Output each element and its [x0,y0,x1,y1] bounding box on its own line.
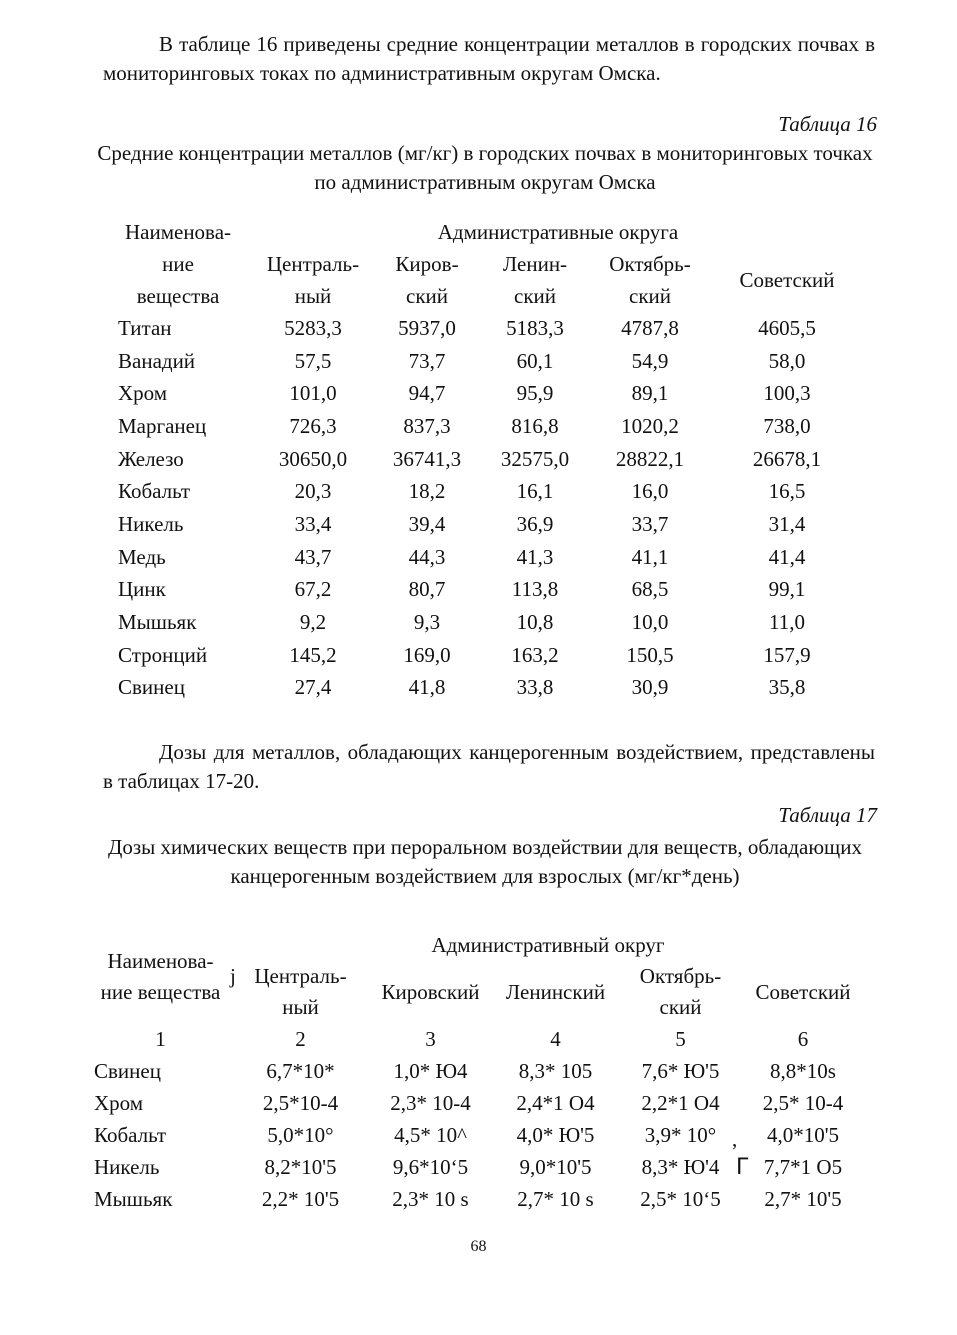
value-cell: 30,9 [631,675,669,700]
value-cell: 5283,3 [284,315,342,340]
value-cell: 8,3* 105 [518,1058,593,1083]
value-cell: 145,2 [289,642,337,667]
intro-paragraph [103,30,875,88]
table17-name-header [88,930,233,1023]
value-cell: 4,0*10'5 [766,1122,840,1147]
value-cell: 101,0 [289,381,337,406]
substance-name: Кобальт [118,479,191,504]
value-cell: 41,8 [408,675,446,700]
table17-district-header-line: Советский [755,979,851,1004]
stray-mark-comma: , [732,1127,738,1151]
table16-district-header-line: ский [514,284,556,308]
value-cell: 18,2 [408,479,446,504]
table17-label: Таблица 17 [778,803,877,827]
value-cell: 89,1 [631,381,669,406]
value-cell: 2,2* 10'5 [261,1186,340,1211]
table-row [103,639,863,672]
value-cell: 2,5* 10-4 [762,1090,844,1115]
table17-name-header-line: ние вещества [100,979,221,1004]
substance-name: Стронций [118,642,208,667]
value-cell: 36741,3 [392,446,462,471]
value-cell: 9,3 [413,610,441,635]
table17-caption: Дозы химических веществ при пероральном воздействии для веществ, обладающих канцерогенным воздействием для взрослых (мг/кг*день) [108,835,862,888]
substance-name: Хром [118,381,168,406]
value-cell: 57,5 [294,348,332,373]
value-cell: 35,8 [768,675,806,700]
value-cell: 68,5 [631,577,669,602]
value-cell: 9,6*10‘5 [392,1154,469,1179]
value-cell: 2,3* 10-4 [390,1090,471,1115]
table16 [103,216,863,704]
value-cell: 16,1 [516,479,554,504]
value-cell: 43,7 [294,544,332,569]
value-cell: 2,5*10-4 [262,1090,339,1115]
table16-district-header [481,248,589,312]
table-row [103,574,863,607]
intro-text: В таблице 16 приведены средние концентрации металлов в городских почвах в мониторинговых токах по административным округам Омска. [103,32,875,85]
value-cell: 837,3 [403,413,451,438]
table16-district-header-line: Киров- [395,252,459,276]
value-cell: 100,3 [763,381,811,406]
table16-district-header [589,248,711,312]
table16-district-header [253,248,373,312]
value-cell: 20,3 [294,479,332,504]
value-cell: 2,3* 10 s [392,1186,469,1211]
table16-name-header-line: ние [162,252,194,276]
table17-district-header-line: Централь- [254,964,347,988]
value-cell: 11,0 [769,610,805,635]
value-cell: 99,1 [768,577,806,602]
value-cell: 738,0 [763,413,811,438]
table-row [103,377,863,410]
value-cell: 4787,8 [621,315,679,340]
table16-district-header-line: Октябрь- [609,252,691,276]
column-number: 6 [797,1026,809,1051]
stray-mark-j: j [230,964,236,988]
value-cell: 67,2 [294,577,332,602]
value-cell: 2,7* 10'5 [764,1186,842,1211]
paragraph-doses [103,738,875,796]
table-row [103,345,863,378]
column-number: 1 [155,1026,166,1051]
table17-district-header [743,961,863,1023]
table16-district-header-line: Ленин- [502,252,568,276]
value-cell: 33,4 [294,511,332,536]
substance-name: Никель [94,1154,160,1179]
value-cell: 2,2*1 О4 [641,1090,720,1115]
table17-district-header [618,961,743,1023]
value-cell: 41,3 [516,544,554,569]
table17-district-header [493,961,618,1023]
value-cell: 95,9 [516,381,554,406]
table-row [88,1055,863,1087]
table16-district-header-line: ный [294,284,332,308]
table-row [103,606,863,639]
table16-caption: Средние концентрации металлов (мг/кг) в городских почвах в мониторинговых точках по административным округам Омска [97,141,873,194]
substance-name: Кобальт [94,1122,167,1147]
table17-district-header-line: Кировский [381,979,480,1004]
value-cell: 8,8*10s [770,1058,836,1083]
value-cell: 33,7 [631,511,669,536]
value-cell: 54,9 [631,348,669,373]
value-cell: 10,8 [516,610,554,635]
substance-name: Хром [94,1090,144,1115]
table17-district-header [233,961,368,1023]
table-row [103,312,863,345]
substance-name: Свинец [118,675,185,700]
paragraph-doses-text: Дозы для металлов, обладающих канцерогенным воздействием, представлены в таблицах 17-20. [103,740,875,793]
table-row [103,443,863,476]
table-row [103,475,863,508]
table-row [103,672,863,705]
value-cell: 44,3 [408,544,446,569]
table17-district-header-line: Ленинский [505,979,606,1004]
substance-name: Марганец [118,413,207,438]
value-cell: 10,0 [631,610,669,635]
value-cell: 73,7 [408,348,446,373]
table16-group-header: Административные округа [437,220,679,244]
table17-district-header-line: Октябрь- [639,964,722,988]
value-cell: 16,5 [768,479,806,504]
table-row [103,541,863,574]
value-cell: 32575,0 [500,446,570,471]
value-cell: 39,4 [408,511,446,536]
value-cell: 2,4*1 О4 [516,1090,595,1115]
table16-label: Таблица 16 [778,112,877,136]
table17-group-header: Административный округ [431,933,665,957]
column-number: 5 [675,1026,686,1051]
substance-name: Медь [118,544,166,569]
substance-name: Мышьяк [94,1186,173,1211]
substance-name: Мышьяк [118,610,197,635]
value-cell: 3,9* 10° [644,1122,717,1147]
value-cell: 26678,1 [752,446,822,471]
value-cell: 9,0*10'5 [519,1154,592,1179]
value-cell: 6,7*10* [266,1058,335,1083]
table16-district-header-line: Централь- [266,252,360,276]
table16-district-header [711,248,863,312]
value-cell: 27,4 [294,675,332,700]
value-cell: 31,4 [768,511,806,536]
table-row [103,508,863,541]
value-cell: 4,5* 10^ [394,1122,467,1147]
table-row [103,410,863,443]
table16-district-header [373,248,481,312]
table-row [88,1119,863,1151]
value-cell: 41,4 [768,544,806,569]
value-cell: 8,2*10'5 [264,1154,337,1179]
substance-name: Железо [118,446,184,471]
value-cell: 157,9 [763,642,811,667]
substance-name: Ванадий [118,348,196,373]
value-cell: 28822,1 [615,446,685,471]
value-cell: 5937,0 [398,315,456,340]
value-cell: 41,1 [631,544,669,569]
value-cell: 60,1 [516,348,554,373]
table16-district-header-line: Советский [739,268,835,292]
substance-name: Цинк [118,577,166,602]
column-number: 4 [550,1026,561,1051]
column-number: 3 [425,1026,436,1051]
value-cell: 2,7* 10 s [517,1186,594,1211]
value-cell: 1,0* Ю4 [393,1058,468,1083]
table-row [88,1183,863,1215]
value-cell: 7,7*1 О5 [763,1154,843,1179]
value-cell: 4605,5 [758,315,816,340]
table17-district-header [368,961,493,1023]
table17-district-header-line: ный [282,995,319,1019]
value-cell: 113,8 [511,577,559,602]
value-cell: 7,6* Ю'5 [641,1058,720,1083]
value-cell: 94,7 [408,381,446,406]
value-cell: 169,0 [403,642,451,667]
value-cell: 4,0* Ю'5 [516,1122,595,1147]
value-cell: 2,5* 10‘5 [640,1186,721,1211]
substance-name: Свинец [94,1058,161,1083]
table17-name-header-line: Наименова- [107,948,214,973]
table16-name-header [103,216,253,312]
table16-name-header-line: вещества [136,284,220,308]
value-cell: 80,7 [408,577,446,602]
value-cell: 8,3* Ю'4 [641,1154,720,1179]
substance-name: Никель [118,511,184,536]
stray-mark-corner: Г [736,1155,750,1180]
value-cell: 726,3 [289,413,337,438]
substance-name: Титан [118,315,172,340]
value-cell: 5183,3 [506,315,564,340]
table16-district-header-line: ский [629,284,671,308]
value-cell: 33,8 [516,675,554,700]
value-cell: 163,2 [511,642,559,667]
value-cell: 36,9 [516,511,554,536]
page-number: 68 [470,1238,487,1255]
value-cell: 9,2 [299,610,327,635]
table-row [88,1087,863,1119]
table16-name-header-line: Наименова- [124,220,232,244]
value-cell: 1020,2 [621,413,679,438]
value-cell: 5,0*10° [267,1122,334,1147]
column-number: 2 [295,1026,306,1051]
value-cell: 16,0 [631,479,669,504]
value-cell: 816,8 [511,413,559,438]
table17-district-header-line: ский [659,995,702,1019]
value-cell: 58,0 [768,348,806,373]
value-cell: 30650,0 [278,446,348,471]
table16-district-header-line: ский [406,284,448,308]
value-cell: 150,5 [626,642,674,667]
